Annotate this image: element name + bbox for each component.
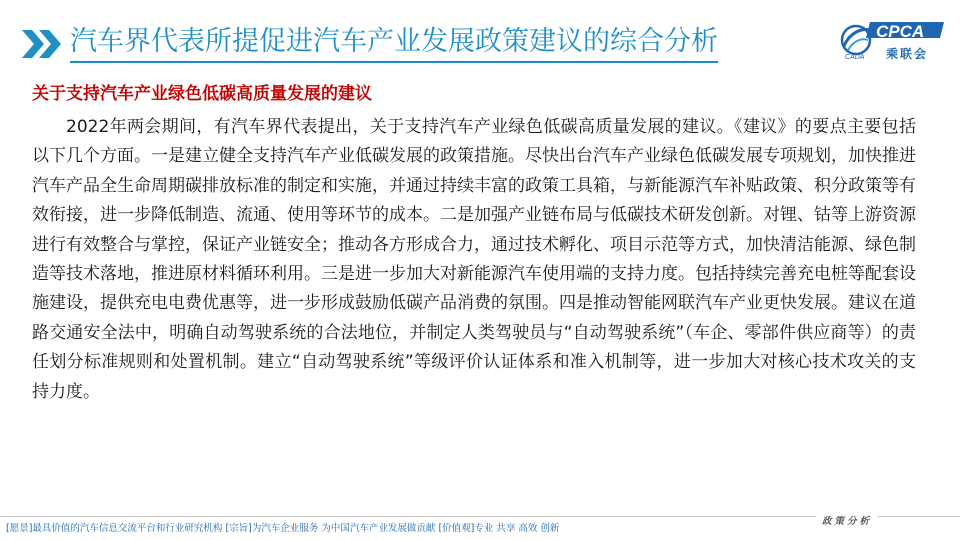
section-heading: 关于支持汽车产业绿色低碳高质量发展的建议	[32, 84, 372, 104]
purpose-text: 为汽车企业服务 为中国汽车产业发展做贡献	[251, 523, 436, 534]
logo-small-text: CADA	[845, 54, 865, 61]
values-label: [价值观]	[438, 523, 475, 534]
values-text: 专业 共享 高效 创新	[474, 523, 560, 534]
logo-subtitle: 乘联会	[886, 47, 929, 61]
slide-header	[0, 0, 960, 70]
vision-label: [愿景]	[6, 523, 33, 534]
body-paragraph: 2022年两会期间，有汽车界代表提出，关于支持汽车产业绿色低碳高质量发展的建议。《建议》的要点主要包括以下几个方面。一是建立健全支持汽车产业低碳发展的政策措施。尽快出台汽车产业绿色低碳发展专项规划，加快推进汽车产品全生命周期碳排放标准的制定和实施，并通过持续丰富的政策工具箱，与新能源汽车补贴政策、积分政策等有效衔接，进一步降低制造、流通、使用等环节的成本。二是加强产业链布局与低碳技术研发创新。对锂、钴等上游资源进行有效整合与掌控，保证产业链安全；推动各方形成合力，通过技术孵化、项目示范等方式，加快清洁能源、绿色制造等技术落地，推进原材料循环利用。三是进一步加大对新能源汽车使用端的支持力度。包括持续完善充电桩等配套设施建设，提供充电电费优惠等，进一步形成鼓励低碳产品消费的氛围。四是推动智能网联汽车产业更快发展。建议在道路交通安全法中，明确自动驾驶系统的合法地位，并制定人类驾驶员与“自动驾驶系统”（车企、零部件供应商等）的责任划分标准规则和处置机制。建立“自动驾驶系统”等级评价认证体系和准入机制等，进一步加大对核心技术攻关的支持力度。	[32, 117, 916, 402]
footer-mission	[6, 522, 559, 536]
double-chevron-icon	[22, 30, 66, 58]
page-title: 汽车界代表所提促进汽车产业发展政策建议的综合分析	[70, 24, 718, 63]
purpose-label: [宗旨]	[225, 523, 252, 534]
logo-text: CPCA	[876, 22, 925, 41]
footer-section-name: 政策分析	[816, 513, 878, 527]
vision-text: 最具价值的汽车信息交流平台和行业研究机构	[32, 523, 223, 534]
